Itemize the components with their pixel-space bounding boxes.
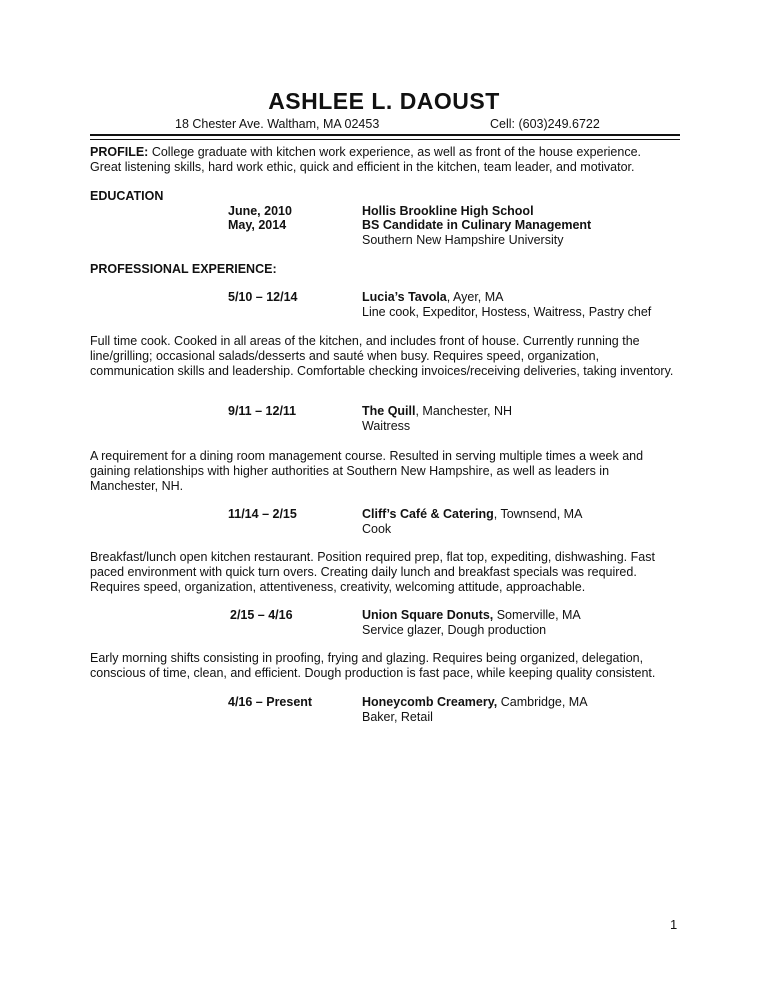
education-heading: EDUCATION (90, 189, 164, 203)
address: 18 Chester Ave. Waltham, MA 02453 (175, 117, 380, 131)
phone-number: Cell: (603)249.6722 (490, 117, 600, 131)
job-desc-2-line-1: A requirement for a dining room management course. Resulted in serving multiple times a week and (90, 449, 644, 463)
profile-text-1: College graduate with kitchen work experience, as well as front of the house experience. (151, 145, 641, 159)
job-location-5: Cambridge, MA (497, 695, 588, 709)
job-role-5: Baker, Retail (362, 710, 433, 724)
job-desc-1-line-3: communication skills and leadership. Comfortable checking invoices/receiving deliveries, taking inventory. (90, 364, 674, 378)
job-dates-5: 4/16 – Present (228, 695, 313, 709)
resume-name: ASHLEE L. DAOUST (268, 88, 500, 114)
job-desc-3-line-1: Breakfast/lunch open kitchen restaurant. Position required prep, flat top, expediting, dishwashing. Fast (90, 550, 655, 564)
education-date-2: May, 2014 (228, 218, 287, 232)
job-employer-line-1 (362, 290, 504, 305)
job-dates-2: 9/11 – 12/11 (228, 404, 297, 418)
job-employer-line-3 (362, 507, 582, 522)
job-desc-4-line-1: Early morning shifts consisting in proofing, frying and glazing. Requires being organized, delegation, (90, 651, 644, 665)
job-employer-4: Union Square Donuts, (362, 608, 494, 622)
job-desc-1-line-2: line/grilling; occasional salads/desserts and sauté when busy. Requires speed, organization, (90, 349, 600, 363)
job-employer-2: The Quill (362, 404, 416, 418)
job-dates-3: 11/14 – 2/15 (228, 507, 297, 521)
job-location-3: , Townsend, MA (493, 507, 583, 521)
job-location-4: Somerville, MA (493, 608, 581, 622)
job-employer-1: Lucia’s Tavola (362, 290, 447, 304)
header-rule-thin (90, 139, 680, 140)
profile-line-1 (90, 145, 690, 161)
job-employer-line-2 (362, 404, 512, 419)
education-school-2: BS Candidate in Culinary Management (362, 218, 592, 232)
profile-label: PROFILE: (90, 145, 149, 159)
job-location-1: , Ayer, MA (446, 290, 504, 304)
profile-line-2: Great listening skills, hard work ethic, quick and efficient in the kitchen, team leader, and motivator. (90, 160, 635, 174)
header-rule-thick (90, 134, 680, 136)
job-dates-4: 2/15 – 4/16 (230, 608, 293, 622)
job-role-3: Cook (362, 522, 392, 536)
job-desc-2-line-2: gaining relationships with higher authorities at Southern New Hampshire, as well as leaders in (90, 464, 610, 478)
job-desc-4-line-2: conscious of time, clean, and efficient. Dough production is fast pace, while keeping quality consistent. (90, 666, 656, 680)
job-desc-3-line-2: paced environment with quick turn overs. Creating daily lunch and breakfast specials was required. (90, 565, 637, 579)
job-desc-1-line-1: Full time cook. Cooked in all areas of the kitchen, and includes front of house. Currently running the (90, 334, 640, 348)
education-date-1: June, 2010 (228, 204, 292, 218)
job-role-1: Line cook, Expeditor, Hostess, Waitress, Pastry chef (362, 305, 652, 319)
job-employer-line-4 (362, 608, 581, 623)
job-role-4: Service glazer, Dough production (362, 623, 547, 637)
education-institution: Southern New Hampshire University (362, 233, 564, 247)
experience-heading: PROFESSIONAL EXPERIENCE: (90, 262, 277, 276)
job-dates-1: 5/10 – 12/14 (228, 290, 298, 304)
job-desc-3-line-3: Requires speed, organization, attentiveness, creativity, welcoming attitude, approachable. (90, 580, 586, 594)
job-location-2: , Manchester, NH (415, 404, 513, 418)
job-employer-3: Cliff’s Café & Catering (362, 507, 494, 521)
job-employer-5: Honeycomb Creamery, (362, 695, 498, 709)
job-employer-line-5 (362, 695, 588, 710)
job-desc-2-line-3: Manchester, NH. (90, 479, 184, 493)
job-role-2: Waitress (362, 419, 411, 433)
education-school-1: Hollis Brookline High School (362, 204, 534, 218)
page-number: 1 (670, 917, 678, 932)
